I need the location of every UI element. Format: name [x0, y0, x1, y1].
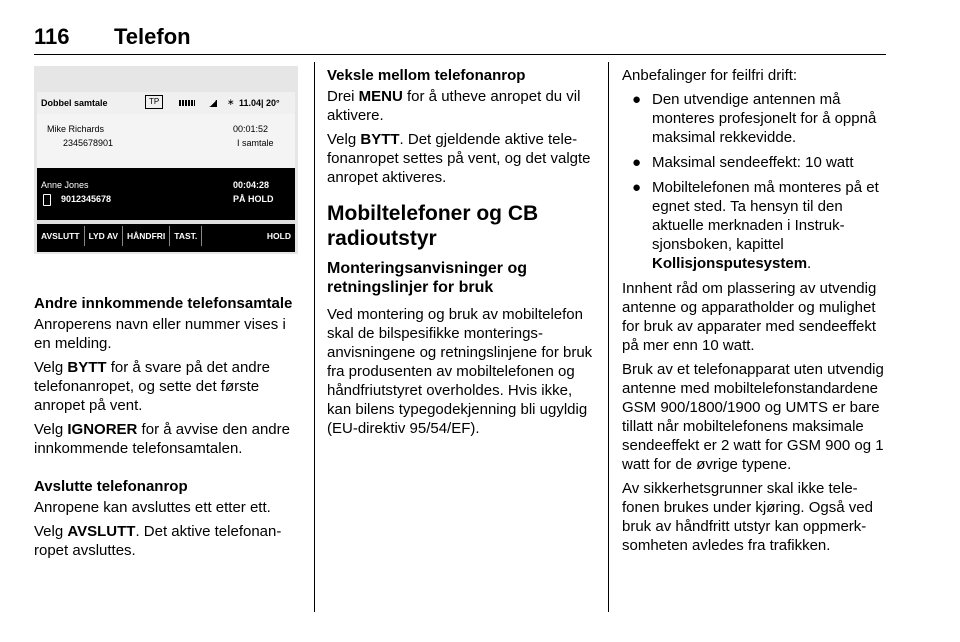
paragraph: Anroperens navn eller nummer vises i en melding. [34, 316, 286, 352]
paragraph: Anropene kan avsluttes ett etter ett. [34, 499, 271, 516]
keyword-bytt: BYTT [360, 131, 400, 148]
bluetooth-icon: ∗ [227, 97, 235, 107]
paragraph: Bruk av et telefonapparat uten utvendig antenne med mobiltelefonstandardene GSM 900/1800/1900 og UMTS er bare tillatt når mobiltelefonens maksimale sendeeffekt er 2 watt for GSM 900 og 1 watt for de øvrige typene. [622, 361, 884, 473]
caller-number: 9012345678 [61, 194, 112, 204]
column-middle [327, 66, 595, 443]
column-divider [314, 62, 315, 612]
infotainment-screen-figure [34, 66, 298, 254]
phone-display [37, 92, 295, 252]
sub-heading: Monteringsanvisninger og retningslinjer for bruk [327, 260, 528, 296]
paragraph: Velg BYTT. Det gjeldende aktive telefonanropet settes på vent, og det valgte anropet aktiveres. [327, 131, 591, 186]
column-left [34, 66, 302, 565]
section-heading: Veksle mellom telefonanrop [327, 67, 526, 84]
menu-item-lyd-av: LYD AV [85, 226, 123, 246]
divider-bar [37, 220, 295, 224]
column-divider [608, 62, 609, 612]
column-right [622, 66, 886, 560]
tp-indicator: TP [145, 95, 163, 109]
page-number: 116 [34, 24, 70, 49]
menu-item-handfri: HÅNDFRI [123, 226, 170, 246]
paragraph: Ved montering og bruk av mobiltelefon skal de bilspesifikke monteringsanvisningene og retningslinjene for bruk fra produsenten av mobiltelefonen og håndfriutstyret overholdes. Hvis ikke, kan bilens typegodekjenning bli ugyldig (EU-direktiv 95/54/EF). [327, 306, 593, 437]
call-duration: 00:01:52 [233, 124, 269, 134]
list-item: ● Mobiltelefonen må monteres på et egnet sted. Ta hensyn til den aktuelle merknaden i Instruksjonsboken, kapittel Kollisjonsputesystem. [632, 179, 879, 272]
keyword-bytt: BYTT [67, 359, 107, 376]
list-item: ● Den utvendige antennen må monteres profesjonelt for å oppnå maksimal rekkevidde. [632, 91, 877, 146]
bullet-icon: ● [632, 91, 642, 108]
page-title: Telefon [114, 24, 191, 49]
paragraph: Av sikkerhetsgrunner skal ikke telefonen brukes under kjøring. Også ved bruk av håndfritt utstyr kan oppmerksomheten avledes fra trafikken. [622, 480, 873, 554]
cross-reference: Kollisjonsputesystem [652, 255, 808, 272]
keyword-avslutt: AVSLUTT [67, 523, 136, 540]
caller-name: Mike Richards [47, 124, 105, 134]
section-heading: Andre innkommende telefonsamtale [34, 295, 293, 312]
phone-icon [43, 194, 51, 206]
display-menu [37, 226, 295, 246]
paragraph: Velg AVSLUTT. Det aktive telefonanropet avsluttes. [34, 523, 282, 559]
paragraph: Velg BYTT for å svare på det andre telefonanropet, og sette det første anropet på vent. [34, 359, 270, 414]
bullet-icon: ● [632, 179, 642, 196]
menu-item-avslutt: AVSLUTT [37, 226, 85, 246]
caller-name: Anne Jones [41, 180, 89, 190]
call-status: I samtale [237, 138, 274, 148]
display-status-bar [37, 92, 295, 114]
paragraph: Anbefalinger for feilfri drift: [622, 67, 798, 84]
keyword-ignorer: IGNORER [67, 421, 138, 438]
section-heading: Avslutte telefonanrop [34, 478, 188, 495]
list-item: ● Maksimal sendeeffekt: 10 watt [632, 154, 854, 171]
paragraph: Velg IGNORER for å avvise den andre innkommende telefonsamtalen. [34, 421, 290, 457]
battery-icon [179, 100, 195, 106]
caller-number: 2345678901 [63, 138, 114, 148]
bullet-icon: ● [632, 154, 642, 171]
menu-item-tast: TAST. [170, 226, 202, 246]
page-header [34, 24, 886, 55]
signal-icon [209, 100, 217, 107]
chapter-heading: Mobiltelefoner og CB radioutstyr [327, 202, 539, 250]
recommendation-list [622, 90, 886, 273]
call-duration: 00:04:28 [233, 180, 270, 190]
active-call-row [37, 114, 295, 168]
menu-item-hold: HOLD [266, 231, 291, 241]
display-title: Dobbel samtale [41, 98, 108, 108]
clock-temperature: 11.04| 20° [239, 98, 280, 108]
keyword-menu: MENU [358, 88, 403, 105]
call-status: PÅ HOLD [233, 194, 274, 204]
held-call-row [37, 170, 295, 218]
paragraph: Drei MENU for å utheve anropet du vil aktivere. [327, 88, 581, 124]
paragraph: Innhent råd om plassering av utvendig antenne og apparatholder og mulighet for bruk av apparater med sendeeffekt på mer enn 10 watt. [622, 280, 877, 354]
